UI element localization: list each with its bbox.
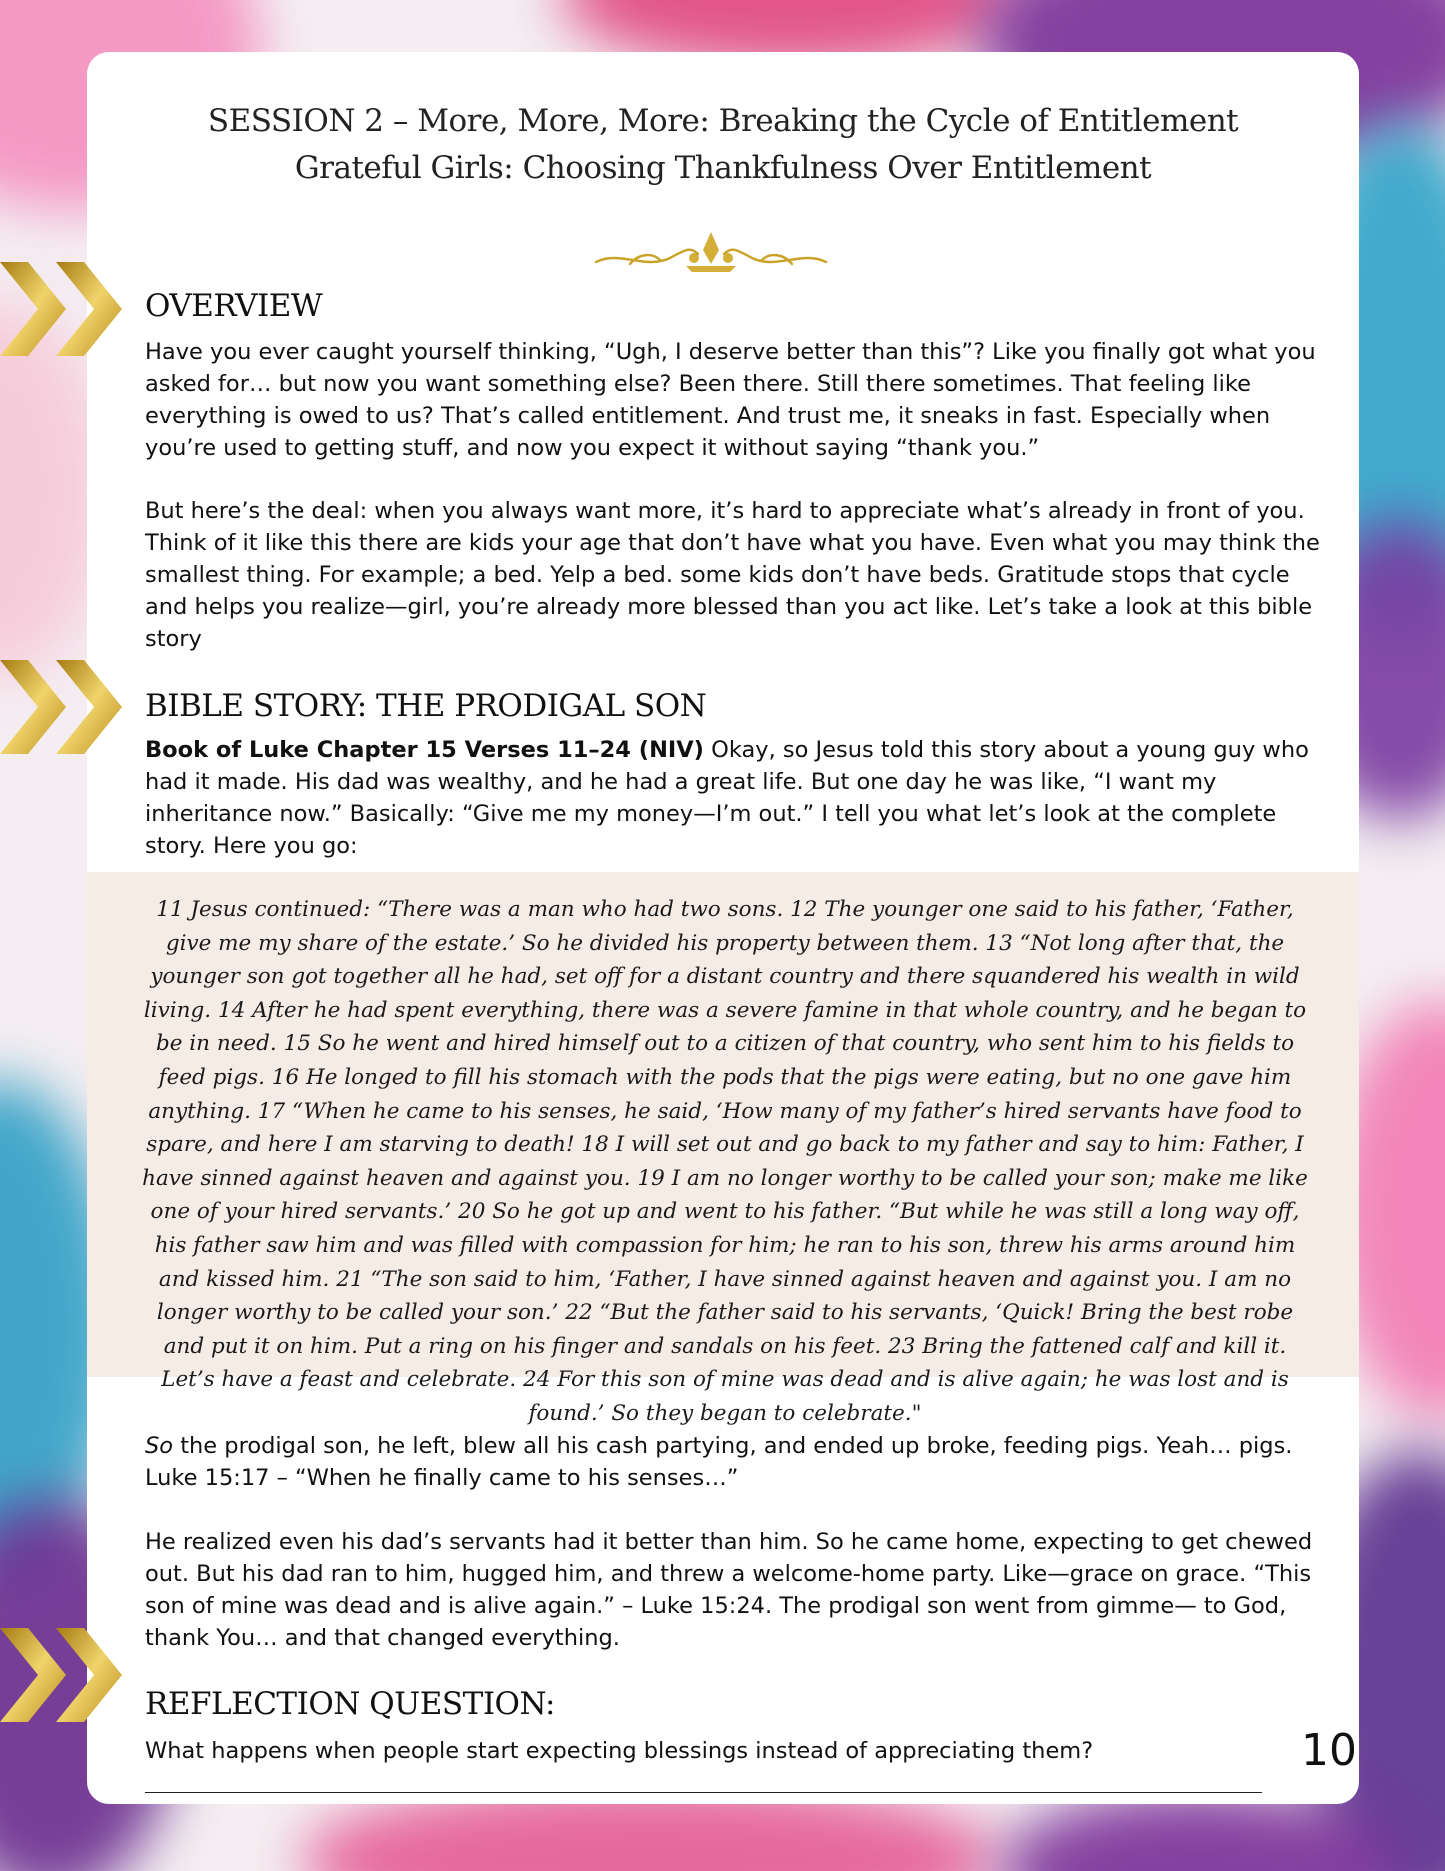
story-recap-paragraph [145, 1430, 1325, 1494]
gold-chevron-icon [0, 1628, 130, 1722]
scripture-reference: Book of Luke Chapter 15 Verses 11–24 (NIV) [145, 737, 704, 763]
overview-paragraph-1: Have you ever caught yourself thinking, “Ugh, I deserve better than this”? Like you finally got what you asked for… but now you want something else? Been there. Still there sometimes. That feeling like everything is owed to us? That’s called entitlement. And trust me, it sneaks in fast. Especially when you’re used to getting stuff, and now you expect it without saying “thank you.” [145, 339, 1316, 461]
gold-flourish-ornament [590, 228, 832, 280]
session-title: SESSION 2 – More, More, More: Breaking the Cycle of Entitlement [207, 103, 1239, 139]
workbook-subtitle: Grateful Girls: Choosing Thankfulness Over Entitlement [294, 150, 1152, 186]
reflection-heading: REFLECTION QUESTION: [145, 1686, 555, 1722]
gold-chevron-icon [0, 262, 130, 356]
story-meaning-paragraph: He realized even his dad’s servants had it better than him. So he came home, expecting to get chewed out. But his dad ran to him, hugged him, and threw a welcome-home party. Like—grace on grace. “This son of mine was dead and is alive again.” – Luke 15:24. The prodigal son went from gimme— to God, thank You… and that changed everything. [145, 1529, 1313, 1651]
bible-story-heading: BIBLE STORY: THE PRODIGAL SON [145, 688, 707, 724]
scripture-passage: 11 Jesus continued: “There was a man who had two sons. 12 The younger one said to his father, ‘Father, give me my share of the estate.’ So he divided his property between them. 13 “Not long after that, the younger son got together all he had, set off for a distant country and there squandered his wealth in wild living. 14 After he had spent everything, there was a severe famine in that whole country, and he began to be in need. 15 So he went and hired himself out to a citizen of that country, who sent him to his fields to feed pigs. 16 He longed to fill his stomach with the pods that the pigs were eating, but no one gave him anything. 17 “When he came to his senses, he said, ‘How many of my father’s hired servants have food to spare, and here I am starving to death! 18 I will set out and go back to my father and say to him: Father, I have sinned against heaven and against you. 19 I am no longer worthy to be called your son; make me like one of your hired servants.’ 20 So he got up and went to his father. “But while he was still a long way off, his father saw him and was filled with compassion for him; he ran to his son, threw his arms around him and kissed him. 21 “The son said to him, ‘Father, I have sinned against heaven and against you. I am no longer worthy to be called your son.’ 22 “But the father said to his servants, ‘Quick! Bring the best robe and put it on him. Put a ring on his finger and sandals on his feet. 23 Bring the fattened calf and kill it. Let’s have a feast and celebrate. 24 For this son of mine was dead and is alive again; he was lost and is found.’ So they began to celebrate." [142, 897, 1308, 1426]
overview-paragraph-2: But here’s the deal: when you always want more, it’s hard to appreciate what’s already in front of you. Think of it like this there are kids your age that don’t have what you have. Even what you may think the smallest thing. For example; a bed. Yelp a bed. some kids don’t have beds. Gratitude stops that cycle and helps you realize—girl, you’re already more blessed than you act like. Let’s take a look at this bible story [145, 498, 1320, 652]
overview-heading: OVERVIEW [145, 288, 323, 324]
answer-line[interactable] [145, 1792, 1262, 1793]
story-recap-text: the prodigal son, he left, blew all his cash partying, and ended up broke, feeding pigs. Yeah… pigs. Luke 15:17 – “When he finally came to his senses…” [145, 1433, 1293, 1491]
reflection-question: What happens when people start expecting blessings instead of appreciating them? [145, 1738, 1094, 1764]
story-recap-italic: So [145, 1433, 174, 1459]
gold-chevron-icon [0, 660, 130, 754]
bible-story-intro [145, 734, 1325, 862]
page-number: 10 [1301, 1725, 1357, 1776]
bible-story-intro-text: Okay, so Jesus told this story about a young guy who had it made. His dad was wealthy, and he had a great life. But one day he was like, “I want my inheritance now.” Basically: “Give me my money—I’m out.” I tell you what let’s look at the complete story. Here you go: [145, 737, 1309, 859]
